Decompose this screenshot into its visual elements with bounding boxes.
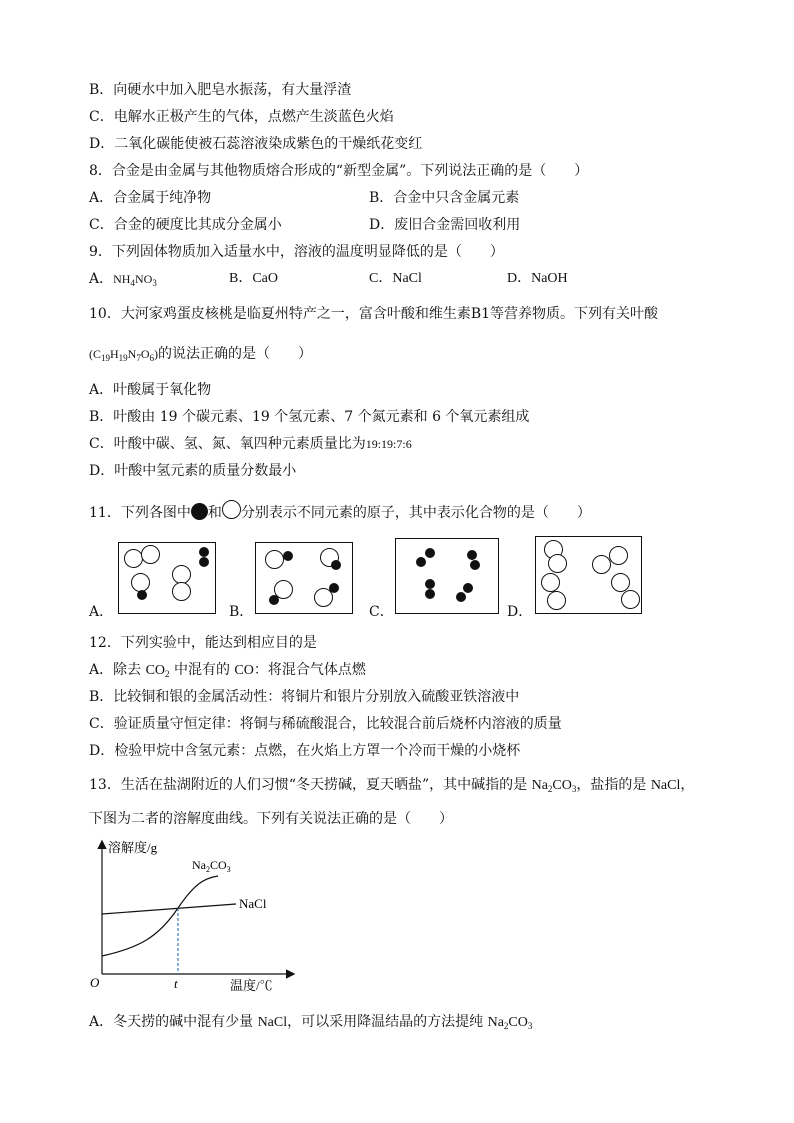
q10-option-a: A．叶酸属于氧化物 [89, 382, 212, 398]
na2co3-curve [102, 876, 218, 956]
q9-option-b: B．CaO [229, 271, 278, 286]
white-atom-icon [222, 500, 241, 519]
q13-option-a: A．冬天捞的碱中混有少量 NaCl，可以采用降温结晶的方法提纯 $Na_2CO_3$ [89, 1014, 533, 1031]
x-axis-label: 温度/℃ [230, 978, 273, 993]
q11-label-c: C． [369, 604, 394, 620]
q10-option-d: D．叶酸中氢元素的质量分数最小 [89, 463, 297, 479]
q8-option-d: D．废旧合金需回收利用 [369, 217, 521, 233]
q12-stem: 12．下列实验中，能达到相应目的是 [89, 635, 317, 651]
q8-stem: 8．合金是由金属与其他物质熔合形成的“新型金属”。下列说法正确的是（ ） [89, 163, 589, 179]
q11-label-d: D． [507, 604, 533, 620]
q11-label-b: B． [229, 604, 254, 620]
q11-label-a: A． [89, 604, 114, 620]
q11-diagram-b [255, 542, 353, 614]
q13-stem-line1: 13．生活在盐湖附近的人们习惯“冬天捞碱，夏天晒盐”，其中碱指的是 $Na_2CO_3$，盐指的是 NaCl， [89, 777, 695, 794]
q10-option-b: B．叶酸由 19 个碳元素、19 个氢元素、7 个氮元素和 6 个氧元素组成 [89, 409, 530, 425]
q13-stem-line2: 下图为二者的溶解度曲线。下列有关说法正确的是（ ） [89, 811, 453, 827]
q10-stem-line2: $(C_{19}H_{19}N_7O_6)$的说法正确的是（ ） [89, 346, 313, 363]
q10-option-c: C．叶酸中碳、氢、氮、氧四种元素质量比为19:19:7:6 [89, 436, 412, 452]
q12-option-c: C．验证质量守恒定律：将铜与稀硫酸混合，比较混合前后烧杯内溶液的质量 [89, 716, 562, 732]
black-atom-icon [191, 503, 208, 520]
q8-option-a: A．合金属于纯净物 [89, 190, 212, 206]
y-axis-label: 溶解度/g [108, 840, 158, 855]
q9-option-d: D．NaOH [507, 271, 568, 286]
t-label: t [174, 976, 178, 991]
q9-option-c: C．NaCl [369, 271, 422, 286]
q8-option-c: C．合金的硬度比其成分金属小 [89, 217, 282, 233]
q12-option-d: D．检验甲烷中含氢元素：点燃，在火焰上方罩一个冷而干燥的小烧杯 [89, 743, 521, 759]
q7-option-b: B．向硬水中加入肥皂水振荡，有大量浮渣 [89, 82, 352, 98]
nacl-label: NaCl [239, 896, 267, 911]
q9-stem: 9．下列固体物质加入适量水中，溶液的温度明显降低的是（ ） [89, 244, 504, 260]
q12-option-a: A．除去 $CO_2$ 中混有的 CO：将混合气体点燃 [89, 662, 366, 679]
q7-option-d: D．二氧化碳能使被石蕊溶液染成紫色的干燥纸花变红 [89, 136, 423, 152]
q11-diagram-d [535, 536, 642, 614]
q10-stem-line1: 10．大河家鸡蛋皮核桃是临夏州特产之一，富含叶酸和维生素B1等营养物质。下列有关叶酸 [89, 306, 659, 322]
q9-option-a: A．$NH_4NO_3$ [89, 271, 157, 288]
solubility-chart [88, 838, 308, 998]
q11-diagram-c [395, 538, 499, 614]
origin-label: O [90, 975, 100, 990]
q12-option-b: B．比较铜和银的金属活动性：将铜片和银片分别放入硫酸亚铁溶液中 [89, 689, 520, 705]
na2co3-label: $Na_2CO_3$ [192, 858, 231, 874]
q11-stem: 11．下列各图中 和 分别表示不同元素的原子，其中表示化合物的是（ ） [89, 500, 591, 523]
nacl-curve [102, 904, 236, 914]
q7-option-c: C．电解水正极产生的气体，点燃产生淡蓝色火焰 [89, 109, 394, 125]
q8-option-b: B．合金中只含金属元素 [369, 190, 520, 206]
q11-diagram-a [118, 542, 216, 614]
